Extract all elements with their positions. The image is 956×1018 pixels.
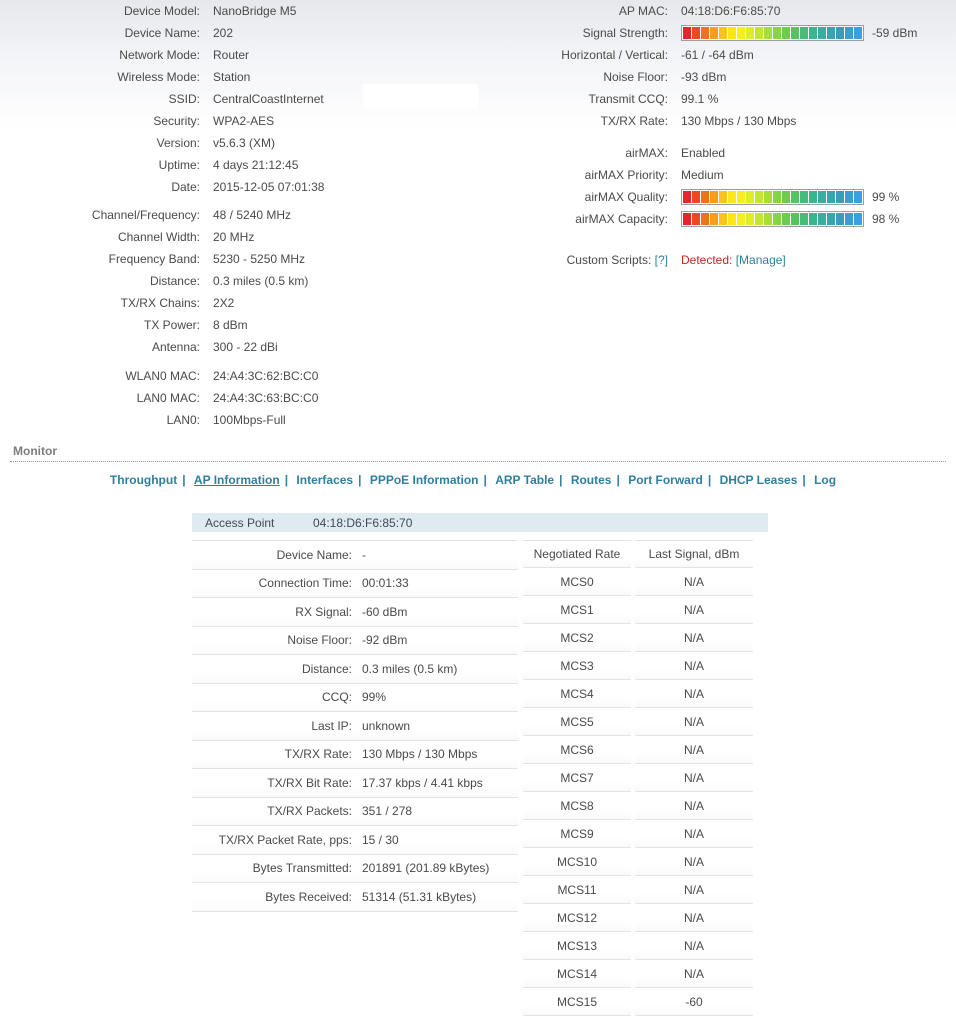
mcs-rate-table xyxy=(523,540,753,1016)
airmax-capacity-row xyxy=(478,208,956,230)
ap-info-row xyxy=(192,798,518,827)
custom-scripts-label: Custom Scripts: xyxy=(566,253,652,267)
ap-info-label: Noise Floor: xyxy=(287,633,352,648)
mcs-row xyxy=(523,596,753,624)
mcs-rate-cell: MCS3 xyxy=(523,652,631,680)
access-point-title: Access Point xyxy=(205,515,275,530)
monitor-tab-bar xyxy=(0,473,956,487)
mcs-row xyxy=(523,652,753,680)
ap-info-value: 99% xyxy=(362,690,387,705)
ap-info-label: TX/RX Packets: xyxy=(267,804,352,819)
status-row xyxy=(0,270,478,292)
ap-info-value: -60 dBm xyxy=(362,604,408,619)
tab-separator: | xyxy=(559,473,563,487)
ap-info-label: TX/RX Rate: xyxy=(284,747,352,762)
mcs-row xyxy=(523,932,753,960)
mcs-row xyxy=(523,708,753,736)
mcs-rate-cell: MCS0 xyxy=(523,568,631,596)
status-row xyxy=(0,88,478,110)
ap-info-row xyxy=(192,769,518,798)
monitor-heading: Monitor xyxy=(13,444,57,458)
device-info-group xyxy=(0,0,478,198)
status-value: 100Mbps-Full xyxy=(213,413,286,427)
custom-scripts-value-cell xyxy=(681,253,786,267)
wireless-status-column xyxy=(478,0,956,271)
status-value: 202 xyxy=(213,26,234,40)
ap-info-row xyxy=(192,883,518,912)
status-value: 48 / 5240 MHz xyxy=(213,208,292,222)
status-value: 2X2 xyxy=(213,296,235,310)
mcs-rate-cell: MCS8 xyxy=(523,792,631,820)
status-row xyxy=(0,110,478,132)
txrx-rate-row xyxy=(478,110,956,132)
airmax-capacity-value: 98 % xyxy=(872,212,900,226)
mcs-row xyxy=(523,988,753,1016)
mcs-row xyxy=(523,848,753,876)
airmax-quality-value: 99 % xyxy=(872,190,900,204)
status-label: WLAN0 MAC: xyxy=(125,369,200,383)
status-row xyxy=(0,132,478,154)
status-label: TX Power: xyxy=(143,318,200,332)
mcs-rate-cell: MCS6 xyxy=(523,736,631,764)
status-row xyxy=(0,365,478,387)
airmax-quality-label: airMAX Quality: xyxy=(584,190,668,204)
signal-strength-row xyxy=(478,22,956,44)
ap-info-value: unknown xyxy=(362,718,411,733)
ap-mac-label: AP MAC: xyxy=(618,4,668,18)
custom-scripts-label-cell xyxy=(478,253,668,267)
mcs-rows xyxy=(523,568,753,1016)
signal-strength-bar xyxy=(681,25,864,41)
txrx-rate-label: TX/RX Rate: xyxy=(600,114,668,128)
tab-item xyxy=(495,473,567,487)
mcs-rate-cell: MCS1 xyxy=(523,596,631,624)
mcs-rate-cell: MCS9 xyxy=(523,820,631,848)
status-label: Version: xyxy=(156,136,200,150)
last-signal-header: Last Signal, dBm xyxy=(635,540,753,568)
mcs-signal-cell: N/A xyxy=(635,680,753,708)
monitor-tab[interactable]: Port Forward xyxy=(628,473,703,487)
lan-info-group xyxy=(0,365,478,431)
ap-info-label: Bytes Received: xyxy=(265,889,352,904)
status-label: Antenna: xyxy=(151,340,200,354)
tab-separator: | xyxy=(707,473,712,487)
mcs-rate-cell: MCS7 xyxy=(523,764,631,792)
ap-info-row xyxy=(192,684,518,713)
ap-info-value: - xyxy=(362,547,366,562)
status-label: Network Mode: xyxy=(119,48,200,62)
status-label: Security: xyxy=(153,114,200,128)
mcs-row xyxy=(523,792,753,820)
status-row xyxy=(0,409,478,431)
status-row xyxy=(0,292,478,314)
custom-scripts-help-link[interactable]: [?] xyxy=(654,253,668,267)
mcs-signal-cell: N/A xyxy=(635,764,753,792)
status-row xyxy=(0,66,478,88)
ap-info-row xyxy=(192,627,518,656)
airmax-priority-value: Medium xyxy=(681,168,724,182)
ap-info-value: 201891 (201.89 kBytes) xyxy=(362,861,490,876)
ap-info-row xyxy=(192,741,518,770)
monitor-tab[interactable]: DHCP Leases xyxy=(719,473,798,487)
status-value: WPA2-AES xyxy=(213,114,275,128)
mcs-rate-cell: MCS12 xyxy=(523,904,631,932)
monitor-section-header xyxy=(0,444,956,462)
status-row xyxy=(0,154,478,176)
mcs-row xyxy=(523,736,753,764)
mcs-signal-cell: N/A xyxy=(635,848,753,876)
ap-info-table xyxy=(192,540,518,912)
tab-item xyxy=(628,473,716,487)
status-label: Distance: xyxy=(149,274,200,288)
status-row xyxy=(0,0,478,22)
ap-info-value: 00:01:33 xyxy=(362,576,409,591)
ap-info-value: 0.3 miles (0.5 km) xyxy=(362,661,458,676)
ap-info-value: 51314 (51.31 kBytes) xyxy=(362,889,477,904)
monitor-tab[interactable]: Interfaces xyxy=(296,473,354,487)
status-value: 300 - 22 dBi xyxy=(213,340,278,354)
mcs-row xyxy=(523,820,753,848)
device-status-column xyxy=(0,0,478,431)
status-row xyxy=(0,226,478,248)
status-row xyxy=(0,336,478,358)
mcs-signal-cell: N/A xyxy=(635,820,753,848)
ap-info-label: Bytes Transmitted: xyxy=(252,861,352,876)
tab-separator: | xyxy=(802,473,806,487)
mcs-rate-cell: MCS11 xyxy=(523,876,631,904)
ap-info-label: CCQ: xyxy=(322,690,352,705)
monitor-tab[interactable]: Log xyxy=(814,473,837,487)
ap-info-row xyxy=(192,541,518,570)
access-point-mac: 04:18:D6:F6:85:70 xyxy=(313,515,413,530)
ap-info-value: 351 / 278 xyxy=(362,804,413,819)
status-label: Uptime: xyxy=(158,158,200,172)
mcs-signal-cell: N/A xyxy=(635,652,753,680)
ap-info-label: TX/RX Packet Rate, pps: xyxy=(218,832,352,847)
status-label: Wireless Mode: xyxy=(117,70,200,84)
status-label: LAN0 MAC: xyxy=(136,391,200,405)
status-label: Channel/Frequency: xyxy=(91,208,200,222)
tab-separator: | xyxy=(182,473,186,487)
airmax-quality-row xyxy=(478,186,956,208)
airmax-capacity-label: airMAX Capacity: xyxy=(575,212,668,226)
status-value: NanoBridge M5 xyxy=(213,4,297,18)
custom-scripts-manage-link[interactable]: [Manage] xyxy=(735,253,786,267)
status-row xyxy=(0,387,478,409)
mcs-rate-cell: MCS13 xyxy=(523,932,631,960)
status-label: Channel Width: xyxy=(117,230,200,244)
ap-info-row xyxy=(192,655,518,684)
ap-info-row xyxy=(192,570,518,599)
custom-scripts-status: Detected: xyxy=(681,253,733,267)
mcs-row xyxy=(523,904,753,932)
ap-info-row xyxy=(192,598,518,627)
mcs-row xyxy=(523,624,753,652)
signal-strength-value: -59 dBm xyxy=(872,26,918,40)
airmax-row xyxy=(478,142,956,164)
mcs-rate-cell: MCS14 xyxy=(523,960,631,988)
status-label: SSID: xyxy=(168,92,200,106)
status-row xyxy=(0,176,478,198)
mcs-signal-cell: N/A xyxy=(635,932,753,960)
airmax-value: Enabled xyxy=(681,146,726,160)
mcs-signal-cell: -60 xyxy=(635,988,753,1016)
airmax-label: airMAX: xyxy=(625,146,668,160)
status-row xyxy=(0,204,478,226)
status-row xyxy=(0,314,478,336)
custom-scripts-row xyxy=(478,249,956,271)
noise-floor-row xyxy=(478,66,956,88)
status-row xyxy=(0,248,478,270)
mcs-rate-cell: MCS15 xyxy=(523,988,631,1016)
status-label: Date: xyxy=(171,180,200,194)
mcs-signal-cell: N/A xyxy=(635,624,753,652)
mcs-signal-cell: N/A xyxy=(635,904,753,932)
mcs-signal-cell: N/A xyxy=(635,708,753,736)
ap-info-label: Distance: xyxy=(301,661,352,676)
noise-floor-value: -93 dBm xyxy=(681,70,727,84)
mcs-rate-cell: MCS5 xyxy=(523,708,631,736)
status-value: Station xyxy=(213,70,251,84)
ap-info-value: 130 Mbps / 130 Mbps xyxy=(362,747,478,762)
status-row xyxy=(0,44,478,66)
tab-item xyxy=(370,473,492,487)
horizontal-vertical-row xyxy=(478,44,956,66)
status-label: Device Model: xyxy=(123,4,200,18)
transmit-ccq-label: Transmit CCQ: xyxy=(588,92,668,106)
status-value: 24:A4:3C:63:BC:C0 xyxy=(213,391,319,405)
mcs-rate-cell: MCS4 xyxy=(523,680,631,708)
ap-info-label: TX/RX Bit Rate: xyxy=(267,775,352,790)
airmax-priority-label: airMAX Priority: xyxy=(584,168,668,182)
mcs-signal-cell: N/A xyxy=(635,876,753,904)
ap-info-row xyxy=(192,855,518,884)
status-label: LAN0: xyxy=(166,413,200,427)
tab-item xyxy=(571,473,625,487)
ap-info-label: Connection Time: xyxy=(258,576,352,591)
status-value: 2015-12-05 07:01:38 xyxy=(213,180,325,194)
ap-info-value: -92 dBm xyxy=(362,633,408,648)
tab-separator: | xyxy=(483,473,487,487)
airmax-group xyxy=(478,142,956,230)
tab-separator: | xyxy=(616,473,620,487)
mcs-signal-cell: N/A xyxy=(635,568,753,596)
status-value: CentralCoastInternet xyxy=(213,92,324,106)
status-row xyxy=(0,22,478,44)
ap-mac-value: 04:18:D6:F6:85:70 xyxy=(681,4,781,18)
horizontal-vertical-value: -61 / -64 dBm xyxy=(681,48,754,62)
noise-floor-label: Noise Floor: xyxy=(603,70,668,84)
ap-mac-row xyxy=(478,0,956,22)
monitor-tab[interactable]: ARP Table xyxy=(495,473,555,487)
horizontal-vertical-label: Horizontal / Vertical: xyxy=(561,48,668,62)
mcs-signal-cell: N/A xyxy=(635,960,753,988)
airmax-quality-bar xyxy=(681,189,864,205)
txrx-rate-value: 130 Mbps / 130 Mbps xyxy=(681,114,797,128)
tab-separator: | xyxy=(284,473,289,487)
monitor-tab[interactable]: PPPoE Information xyxy=(369,473,479,487)
mcs-row xyxy=(523,876,753,904)
ap-info-row xyxy=(192,712,518,741)
tab-separator: | xyxy=(358,473,362,487)
monitor-tab[interactable]: AP Information xyxy=(193,473,280,487)
status-value: Router xyxy=(213,48,250,62)
monitor-tab[interactable]: Throughput xyxy=(109,473,178,487)
airmax-capacity-bar xyxy=(681,211,864,227)
tab-item xyxy=(720,473,811,487)
ap-info-row xyxy=(192,826,518,855)
mcs-signal-cell: N/A xyxy=(635,736,753,764)
mcs-row xyxy=(523,568,753,596)
mcs-rate-cell: MCS2 xyxy=(523,624,631,652)
status-value: 24:A4:3C:62:BC:C0 xyxy=(213,369,319,383)
mcs-header-row xyxy=(523,540,753,568)
status-value: 20 MHz xyxy=(213,230,255,244)
ap-info-label: Device Name: xyxy=(276,547,352,562)
status-value: 8 dBm xyxy=(213,318,248,332)
access-point-header-bar xyxy=(192,513,768,532)
tab-item xyxy=(814,473,846,487)
status-label: Frequency Band: xyxy=(108,252,200,266)
mcs-signal-cell: N/A xyxy=(635,792,753,820)
tab-item xyxy=(194,473,293,487)
mcs-row xyxy=(523,764,753,792)
ap-info-value: 15 / 30 xyxy=(362,832,399,847)
status-value: 0.3 miles (0.5 km) xyxy=(213,274,309,288)
monitor-divider xyxy=(10,461,946,462)
mcs-row xyxy=(523,960,753,988)
airmax-priority-row xyxy=(478,164,956,186)
mcs-signal-cell: N/A xyxy=(635,596,753,624)
status-value: 5230 - 5250 MHz xyxy=(213,252,306,266)
status-label: Device Name: xyxy=(124,26,200,40)
radio-info-group xyxy=(0,204,478,358)
tab-item xyxy=(110,473,191,487)
transmit-ccq-value: 99.1 % xyxy=(681,92,719,106)
mcs-rate-cell: MCS10 xyxy=(523,848,631,876)
monitor-tab[interactable]: Routes xyxy=(570,473,612,487)
custom-scripts-group xyxy=(478,249,956,271)
negotiated-rate-header: Negotiated Rate xyxy=(523,540,631,568)
ap-info-label: RX Signal: xyxy=(295,604,352,619)
status-value: v5.6.3 (XM) xyxy=(213,136,276,150)
mcs-row xyxy=(523,680,753,708)
status-label: TX/RX Chains: xyxy=(120,296,200,310)
transmit-ccq-row xyxy=(478,88,956,110)
ap-info-label: Last IP: xyxy=(311,718,352,733)
status-value: 4 days 21:12:45 xyxy=(213,158,299,172)
signal-strength-label: Signal Strength: xyxy=(582,26,668,40)
tab-item xyxy=(296,473,366,487)
ap-info-value: 17.37 kbps / 4.41 kbps xyxy=(362,775,483,790)
